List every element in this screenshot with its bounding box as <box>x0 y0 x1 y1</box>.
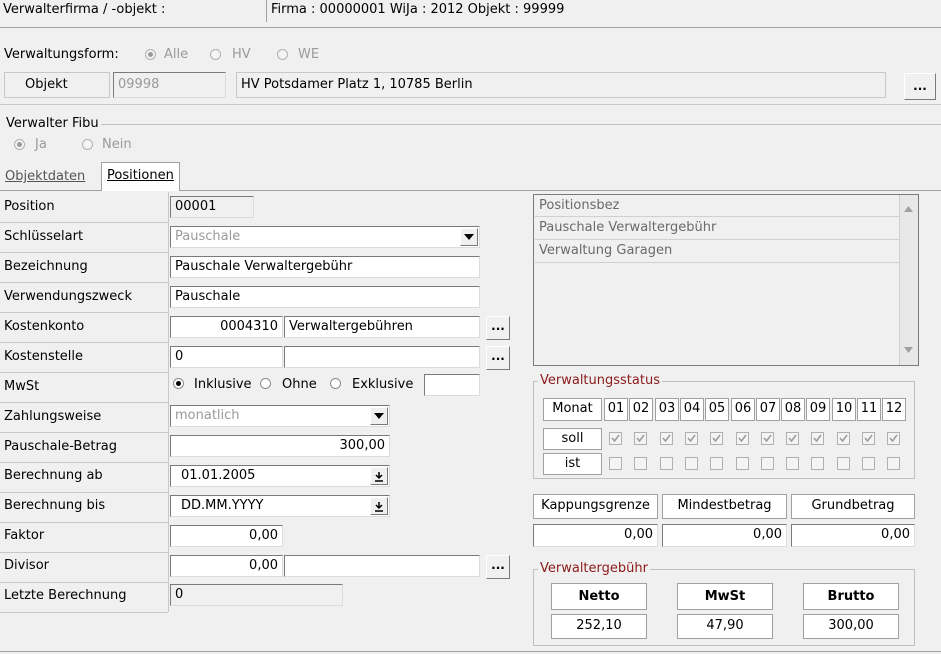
mindestbetrag-header: Mindestbetrag <box>662 494 787 519</box>
berechnung-ab-label: Berechnung ab <box>4 468 103 483</box>
scroll-up-icon[interactable] <box>904 201 913 216</box>
mwst-value: 47,90 <box>677 614 773 639</box>
chevron-down-icon[interactable] <box>370 407 388 425</box>
radio-alle-label: Alle <box>164 47 189 62</box>
header-info: Firma : 00000001 WiJa : 2012 Objekt : 99999 <box>271 2 565 17</box>
ist-checkbox-07[interactable] <box>761 457 774 470</box>
verwendungszweck-label: Verwendungszweck <box>4 289 132 304</box>
verwendungszweck-input[interactable]: Pauschale <box>170 286 480 308</box>
header-label: Verwalterfirma / -objekt : <box>3 2 166 17</box>
month-header-04: 04 <box>680 398 704 421</box>
month-header-12: 12 <box>882 398 906 421</box>
letzte-berechnung-label: Letzte Berechnung <box>4 588 127 603</box>
ist-checkbox-03[interactable] <box>660 457 673 470</box>
radio-nein-label: Nein <box>102 137 132 152</box>
ist-checkbox-12[interactable] <box>887 457 900 470</box>
soll-checkbox-02[interactable] <box>634 432 647 445</box>
berechnung-bis-label: Berechnung bis <box>4 498 106 513</box>
calendar-dropdown-icon[interactable] <box>370 467 388 485</box>
tab-positionen[interactable]: Positionen <box>101 162 180 191</box>
month-header-label: Monat <box>543 398 602 421</box>
soll-checkbox-07[interactable] <box>761 432 774 445</box>
ist-checkbox-04[interactable] <box>685 457 698 470</box>
month-header-10: 10 <box>832 398 856 421</box>
radio-ohne-label: Ohne <box>282 377 317 392</box>
ist-checkbox-08[interactable] <box>786 457 799 470</box>
soll-checkbox-06[interactable] <box>736 432 749 445</box>
chevron-down-icon[interactable] <box>460 228 478 246</box>
radio-ja-label: Ja <box>35 137 47 152</box>
list-item[interactable]: Verwaltung Garagen <box>535 240 900 263</box>
grundbetrag-header: Grundbetrag <box>791 494 915 519</box>
radio-exklusive[interactable] <box>330 378 341 389</box>
objekt-lookup-button[interactable]: ... <box>904 73 936 100</box>
soll-checkbox-08[interactable] <box>786 432 799 445</box>
verwalter-fibu-title: Verwalter Fibu <box>6 116 99 131</box>
soll-checkbox-10[interactable] <box>837 432 850 445</box>
verwaltungsform-label: Verwaltungsform: <box>4 47 119 62</box>
scrollbar[interactable] <box>899 195 918 365</box>
radio-nein[interactable] <box>82 139 93 150</box>
soll-checkbox-01[interactable] <box>609 432 622 445</box>
objekt-label-box <box>4 72 110 98</box>
scroll-down-icon[interactable] <box>904 342 913 357</box>
list-item[interactable]: Pauschale Verwaltergebühr <box>535 217 900 240</box>
berechnung-ab-date[interactable]: 01.01.2005 <box>170 465 390 487</box>
month-header-11: 11 <box>857 398 881 421</box>
pauschale-betrag-label: Pauschale-Betrag <box>4 439 118 454</box>
schluesselart-label: Schlüsselart <box>4 229 84 244</box>
kostenkonto-label: Kostenkonto <box>4 319 85 334</box>
brutto-value: 300,00 <box>803 614 899 639</box>
month-header-01: 01 <box>604 398 628 421</box>
netto-value: 252,10 <box>551 614 647 639</box>
kostenstelle-label: Kostenstelle <box>4 349 84 364</box>
month-header-02: 02 <box>629 398 653 421</box>
soll-checkbox-09[interactable] <box>811 432 824 445</box>
soll-checkbox-03[interactable] <box>660 432 673 445</box>
radio-we[interactable] <box>277 49 288 60</box>
kostenstelle-number[interactable]: 0 <box>170 346 283 368</box>
bezeichnung-label: Bezeichnung <box>4 259 88 274</box>
radio-inklusive-label: Inklusive <box>194 377 252 392</box>
radio-ja[interactable] <box>14 139 25 150</box>
kappungsgrenze-header: Kappungsgrenze <box>533 494 658 519</box>
divisor-input[interactable]: 0,00 <box>170 555 283 577</box>
faktor-input[interactable]: 0,00 <box>170 525 283 547</box>
soll-checkbox-11[interactable] <box>862 432 875 445</box>
month-header-09: 09 <box>806 398 830 421</box>
position-label: Position <box>4 199 55 214</box>
kostenstelle-lookup-button[interactable]: ... <box>486 346 510 370</box>
verwaltergebuehr-title: Verwaltergebühr <box>540 561 648 576</box>
faktor-label: Faktor <box>4 528 45 543</box>
divisor-extra <box>284 555 480 577</box>
letzte-berechnung-field: 0 <box>170 584 343 606</box>
list-header[interactable]: Positionsbez <box>535 195 900 217</box>
month-header-08: 08 <box>781 398 805 421</box>
kappungsgrenze-input[interactable]: 0,00 <box>533 524 658 547</box>
soll-checkbox-05[interactable] <box>710 432 723 445</box>
radio-hv-label: HV <box>232 47 251 62</box>
divisor-lookup-button[interactable]: ... <box>486 555 510 579</box>
kostenstelle-name <box>284 346 480 368</box>
soll-checkbox-12[interactable] <box>887 432 900 445</box>
month-header-03: 03 <box>655 398 679 421</box>
ist-label: ist <box>543 453 602 475</box>
zahlungsweise-select[interactable]: monatlich <box>170 405 390 427</box>
bezeichnung-input[interactable]: Pauschale Verwaltergebühr <box>170 256 480 278</box>
radio-exklusive-label: Exklusive <box>352 377 414 392</box>
ist-checkbox-05[interactable] <box>710 457 723 470</box>
mwst-label: MwSt <box>4 379 40 394</box>
ist-checkbox-11[interactable] <box>862 457 875 470</box>
radio-ohne[interactable] <box>260 378 271 389</box>
soll-checkbox-04[interactable] <box>685 432 698 445</box>
ist-checkbox-02[interactable] <box>634 457 647 470</box>
ist-checkbox-09[interactable] <box>811 457 824 470</box>
kostenkonto-name: Verwaltergebühren <box>284 316 480 338</box>
kostenkonto-number[interactable]: 0004310 <box>170 316 283 338</box>
mwst-extra-field[interactable] <box>424 374 480 396</box>
radio-hv[interactable] <box>210 49 221 60</box>
ist-checkbox-06[interactable] <box>736 457 749 470</box>
ist-checkbox-10[interactable] <box>837 457 850 470</box>
netto-header: Netto <box>551 583 647 610</box>
month-header-07: 07 <box>756 398 780 421</box>
ist-checkbox-01[interactable] <box>609 457 622 470</box>
divisor-label: Divisor <box>4 558 49 573</box>
soll-label: soll <box>543 428 602 450</box>
mindestbetrag-input[interactable]: 0,00 <box>662 524 787 547</box>
brutto-header: Brutto <box>803 583 899 610</box>
kostenkonto-lookup-button[interactable]: ... <box>486 316 510 340</box>
schluesselart-select[interactable]: Pauschale <box>170 226 480 248</box>
position-field[interactable]: 00001 <box>170 196 254 218</box>
month-header-06: 06 <box>731 398 755 421</box>
month-header-05: 05 <box>705 398 729 421</box>
pauschale-betrag-input[interactable]: 300,00 <box>170 435 390 457</box>
objekt-number-field[interactable]: 09998 <box>113 72 226 98</box>
mwst-header: MwSt <box>677 583 773 610</box>
radio-alle[interactable] <box>145 49 156 60</box>
verwaltungsstatus-title: Verwaltungsstatus <box>540 373 660 388</box>
radio-inklusive[interactable] <box>173 378 184 389</box>
radio-we-label: WE <box>298 47 320 62</box>
berechnung-bis-date[interactable]: DD.MM.YYYY <box>170 495 390 517</box>
tab-objektdaten[interactable]: Objektdaten <box>5 169 86 184</box>
objekt-description: HV Potsdamer Platz 1, 10785 Berlin <box>236 72 886 98</box>
objekt-label: Objekt <box>25 77 68 92</box>
calendar-dropdown-icon[interactable] <box>370 497 388 515</box>
grundbetrag-input[interactable]: 0,00 <box>791 524 915 547</box>
zahlungsweise-label: Zahlungsweise <box>4 409 102 424</box>
positions-list[interactable] <box>533 194 919 366</box>
